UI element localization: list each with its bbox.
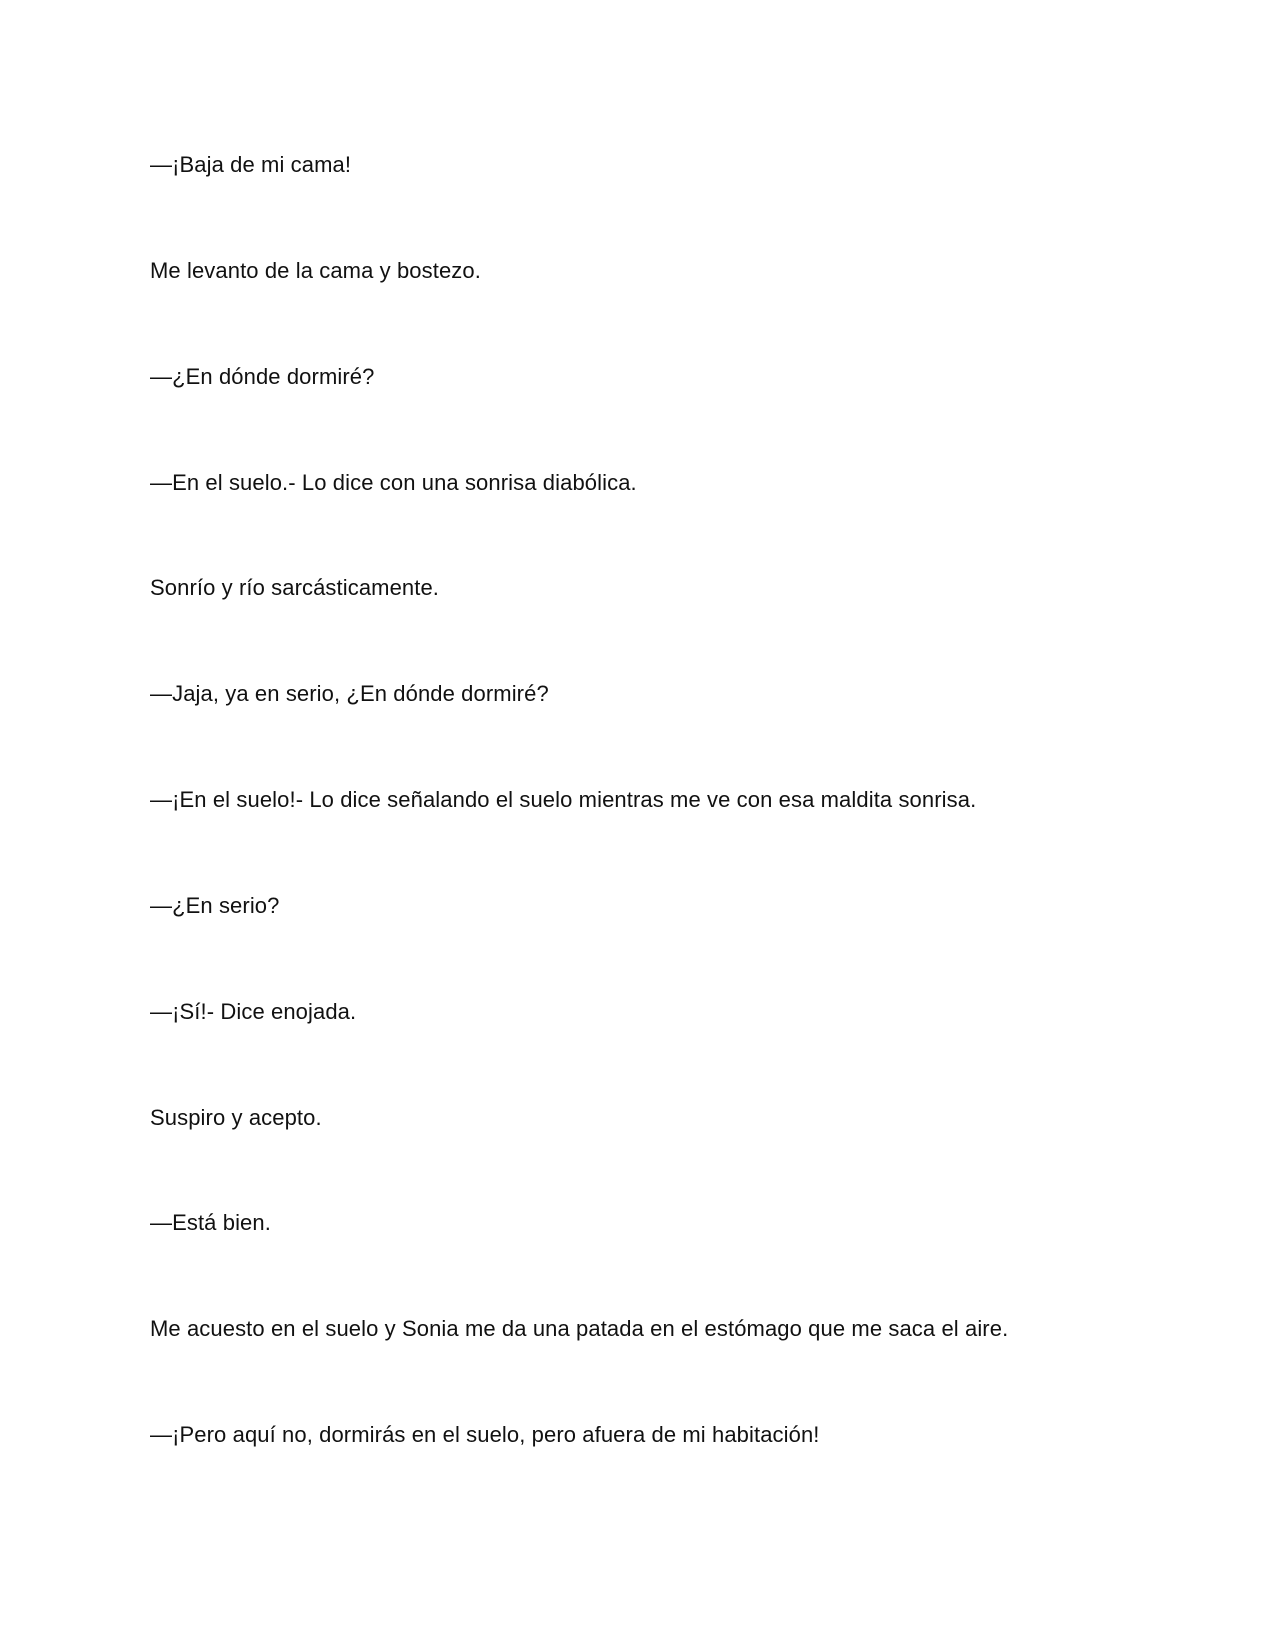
paragraph: —¿En serio? bbox=[150, 893, 280, 918]
paragraph: —¡Baja de mi cama! bbox=[150, 152, 352, 177]
paragraph: —¡Sí!- Dice enojada. bbox=[150, 999, 357, 1024]
paragraph: Sonrío y río sarcásticamente. bbox=[150, 575, 440, 600]
paragraph: —¡En el suelo!- Lo dice señalando el suelo mientras me ve con esa maldita sonrisa. bbox=[150, 787, 977, 812]
paragraph: —¿En dónde dormiré? bbox=[150, 364, 375, 389]
paragraph: —Está bien. bbox=[150, 1210, 271, 1235]
paragraph: Me levanto de la cama y bostezo. bbox=[150, 258, 481, 283]
paragraph: Me acuesto en el suelo y Sonia me da una patada en el estómago que me saca el aire. bbox=[150, 1316, 1009, 1341]
paragraph: —En el suelo.- Lo dice con una sonrisa diabólica. bbox=[150, 470, 637, 495]
paragraph: Suspiro y acepto. bbox=[150, 1105, 322, 1130]
paragraph: —¡Pero aquí no, dormirás en el suelo, pero afuera de mi habitación! bbox=[150, 1422, 820, 1447]
paragraph: —Jaja, ya en serio, ¿En dónde dormiré? bbox=[150, 681, 549, 706]
